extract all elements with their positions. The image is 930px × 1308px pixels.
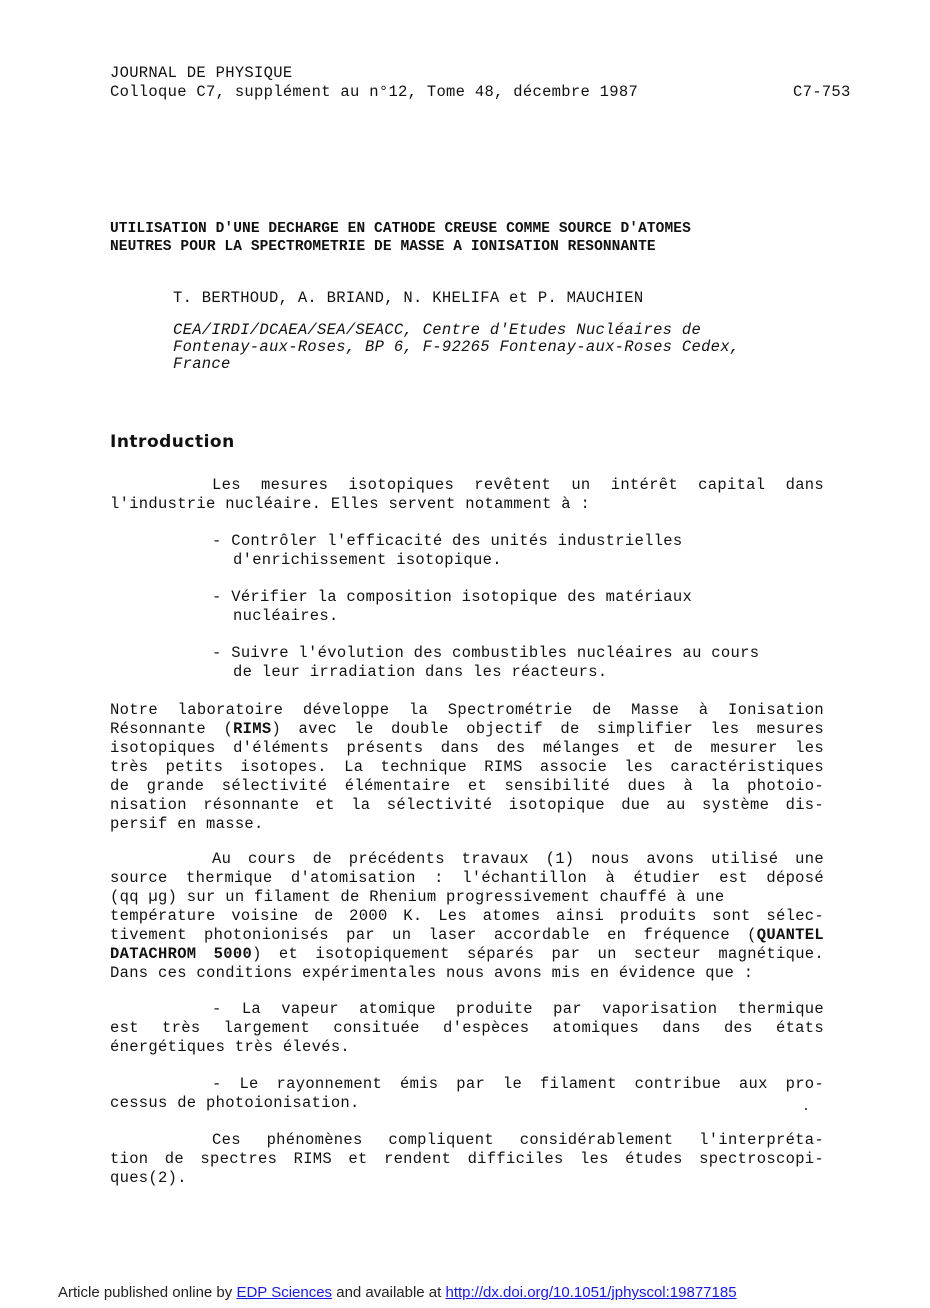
doi-link[interactable]: http://dx.doi.org/10.1051/jphyscol:19877185 — [445, 1284, 737, 1301]
text-line: cessus de photoionisation. — [110, 1094, 360, 1112]
bullet-dash: - — [212, 532, 222, 550]
bullet-list — [212, 532, 812, 700]
colloque-info: Colloque C7, supplément au n°12, Tome 48, décembre 1987 — [110, 83, 639, 101]
text-segment: Résonnante ( — [110, 720, 234, 738]
text-line: source thermique d'atomisation : l'échantillon à étudier est déposé — [110, 869, 824, 887]
bullet-dash: - — [212, 588, 222, 606]
affiliation — [173, 322, 740, 373]
paragraph-intro — [110, 476, 824, 514]
text-line — [110, 926, 824, 945]
text-line: Au cours de précédents travaux (1) nous avons utilisé une — [212, 850, 824, 868]
section-heading: Introduction — [110, 432, 235, 452]
text-line: température voisine de 2000 K. Les atomes ainsi produits sont sélec- — [110, 907, 824, 925]
bullet-text: Suivre l'évolution des combustibles nucléaires au cours — [231, 644, 760, 662]
paragraph-observation-1 — [110, 1000, 824, 1057]
journal-name: JOURNAL DE PHYSIQUE — [110, 64, 293, 82]
text-line: tion de spectres RIMS et rendent difficiles les études spectroscopi- — [110, 1150, 824, 1168]
bold-term: DATACHROM 5000 — [110, 945, 253, 963]
paragraph-rims — [110, 701, 824, 834]
list-item — [212, 644, 812, 682]
title-line: NEUTRES POUR LA SPECTROMETRIE DE MASSE A IONISATION RESONNANTE — [110, 239, 656, 255]
bullet-text: Vérifier la composition isotopique des matériaux — [231, 588, 693, 606]
footer-middle: and available at — [332, 1284, 446, 1301]
affiliation-line: CEA/IRDI/DCAEA/SEA/SEACC, Centre d'Etudes Nucléaires de — [173, 321, 702, 339]
journal-header — [110, 64, 638, 102]
text-line: très petits isotopes. La technique RIMS associe les caractéristiques — [110, 758, 824, 776]
bullet-text: Contrôler l'efficacité des unités industrielles — [231, 532, 683, 550]
text-segment: ) avec le double objectif de simplifier les mesures — [271, 720, 824, 738]
bullet-text: d'enrichissement isotopique. — [233, 551, 502, 569]
bullet-text: de leur irradiation dans les réacteurs. — [233, 663, 608, 681]
bullet-dash: - — [212, 644, 222, 662]
speck — [805, 1108, 807, 1110]
text-line — [110, 720, 824, 739]
bold-term: QUANTEL — [756, 926, 824, 944]
text-line: Les mesures isotopiques revêtent un intérêt capital dans — [212, 476, 824, 494]
text-line: - La vapeur atomique produite par vaporisation thermique — [212, 1000, 824, 1018]
text-line: persif en masse. — [110, 815, 264, 833]
text-line: Ces phénomènes compliquent considérablement l'interpréta- — [212, 1131, 824, 1149]
text-line: de grande sélectivité élémentaire et sensibilité dues à la photoio- — [110, 777, 824, 795]
authors: T. BERTHOUD, A. BRIAND, N. KHELIFA et P. MAUCHIEN — [173, 289, 644, 307]
paragraph-conclusion — [110, 1131, 824, 1188]
text-line: ques(2). — [110, 1169, 187, 1187]
paragraph-observation-2 — [110, 1075, 824, 1113]
text-segment: tivement photonionisés par un laser accordable en fréquence ( — [110, 926, 757, 944]
affiliation-line: France — [173, 355, 231, 373]
text-line: l'industrie nucléaire. Elles servent notamment à : — [110, 495, 591, 513]
affiliation-line: Fontenay-aux-Roses, BP 6, F-92265 Fontenay-aux-Roses Cedex, — [173, 338, 740, 356]
paragraph-previous-work — [110, 850, 824, 983]
text-line: énergétiques très élevés. — [110, 1038, 351, 1056]
text-line: Dans ces conditions expérimentales nous avons mis en évidence que : — [110, 964, 754, 982]
text-line: (qq µg) sur un filament de Rhenium progressivement chauffé à une — [110, 888, 725, 906]
publisher-link[interactable]: EDP Sciences — [236, 1284, 333, 1301]
publication-footer — [58, 1284, 737, 1301]
text-segment: ) et isotopiquement séparés par un secteur magnétique. — [252, 945, 825, 963]
list-item — [212, 588, 812, 626]
bold-term: RIMS — [233, 720, 272, 738]
text-line: Notre laboratoire développe la Spectrométrie de Masse à Ionisation — [110, 701, 824, 719]
footer-prefix: Article published online by — [58, 1284, 237, 1301]
bullet-text: nucléaires. — [233, 607, 339, 625]
text-line: est très largement consituée d'espèces atomiques dans des états — [110, 1019, 824, 1037]
paper-title — [110, 220, 691, 256]
text-line: - Le rayonnement émis par le filament contribue aux pro- — [212, 1075, 824, 1093]
page-number: C7-753 — [793, 83, 851, 101]
text-line: isotopiques d'éléments présents dans des mélanges et de mesurer les — [110, 739, 824, 757]
text-line: nisation résonnante et la sélectivité isotopique due au système dis- — [110, 796, 824, 814]
list-item — [212, 532, 812, 570]
title-line: UTILISATION D'UNE DECHARGE EN CATHODE CREUSE COMME SOURCE D'ATOMES — [110, 221, 691, 237]
text-line — [110, 945, 824, 964]
